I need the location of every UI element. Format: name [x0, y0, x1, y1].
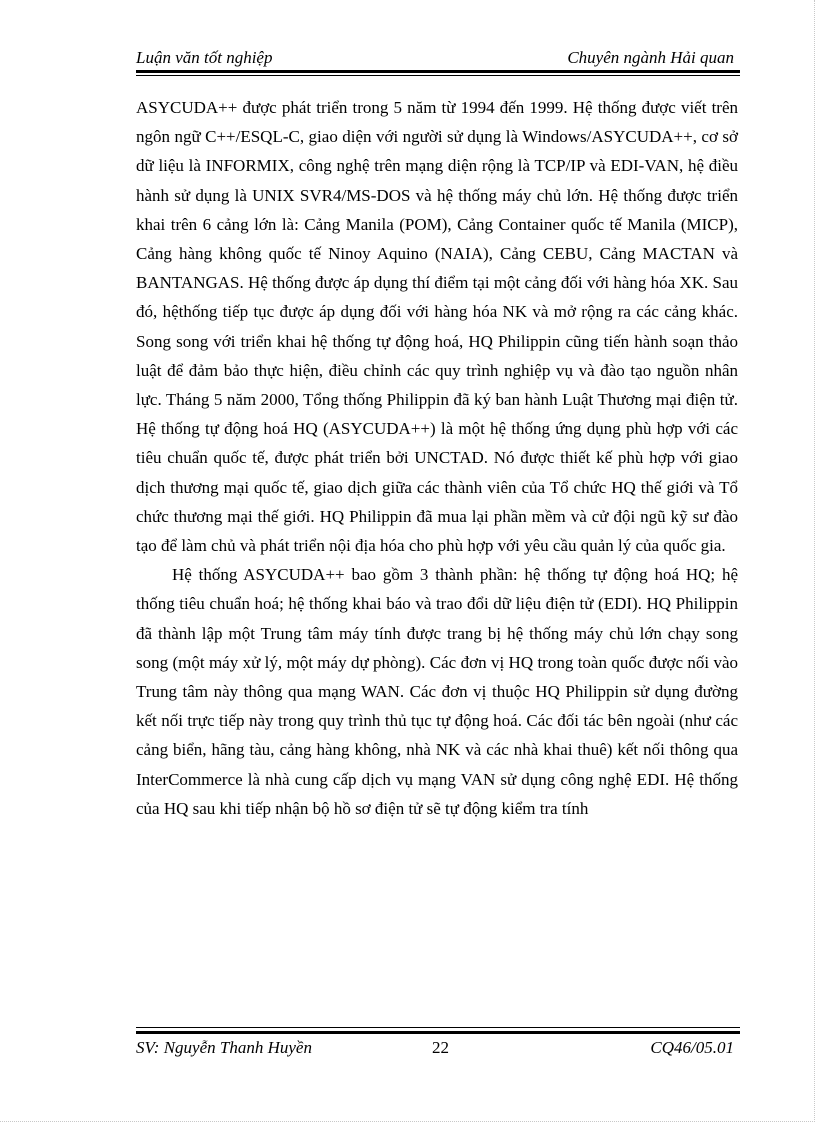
header-thesis-title: Luận văn tốt nghiệp: [136, 48, 273, 67]
paragraph: ASYCUDA++ được phát triển trong 5 năm từ 1994 đến 1999. Hệ thống được viết trên ngôn ngữ C++/ESQL-C, giao diện với người sử dụng là Windows/ASYCUDA++, cơ sở dữ liệu là INFORMIX, công nghệ trên mạng diện rộng là TCP/IP và EDI-VAN, hệ điều hành sử dụng là UNIX SVR4/MS-DOS và hệ thống máy chủ lớn. Hệ thống được triển khai trên 6 cảng lớn là: Cảng Manila (POM), Cảng Container quốc tế Manila (MICP), Cảng hàng không quốc tế Ninoy Aquino (NAIA), Cảng CEBU, Cảng MACTAN và BANTANGAS. Hệ thống được áp dụng thí điểm tại một cảng đối với hàng hóa XK. Sau đó, hệthống tiếp tục được áp dụng đối với hàng hóa NK và mở rộng ra các cảng khác. Song song với triển khai hệ thống tự động hoá, HQ Philippin cũng tiến hành soạn thảo luật để đảm bảo thực hiện, điều chỉnh các quy trình nghiệp vụ và đào tạo nguồn nhân lực. Tháng 5 năm 2000, Tổng thống Philippin đã ký ban hành Luật Thương mại điện tử. Hệ thống tự động hoá HQ (ASYCUDA++) là một hệ thống ứng dụng phù hợp với các tiêu chuẩn quốc tế, được phát triển bởi UNCTAD. Nó được thiết kế phù hợp với giao dịch thương mại quốc tế, giao dịch giữa các thành viên của Tổ chức HQ thế giới và Tổ chức thương mại thế giới. HQ Philippin đã mua lại phần mềm và cử đội ngũ kỹ sư đào tạo để làm chủ và phát triển nội địa hóa cho phù hợp với yêu cầu quản lý của quốc gia.: [136, 98, 738, 556]
header-major: Chuyên ngành Hải quan: [567, 48, 734, 67]
paragraph: Hệ thống ASYCUDA++ bao gồm 3 thành phần: hệ thống tự động hoá HQ; hệ thống tiêu chuẩn hoá; hệ thống khai báo và trao đổi dữ liệu điện tử (EDI). HQ Philippin đã thành lập một Trung tâm máy tính được trang bị hệ thống máy chủ lớn chạy song song (một máy xử lý, một máy dự phòng). Các đơn vị HQ trong toàn quốc được nối vào Trung tâm này thông qua mạng WAN. Các đơn vị thuộc HQ Philippin sử dụng đường kết nối trực tiếp này trong quy trình thủ tục tự động hoá. Các đối tác bên ngoài (như các cảng biển, hãng tàu, cảng hàng không, nhà NK và các nhà khai thuê) kết nối thông qua InterCommerce là nhà cung cấp dịch vụ mạng VAN sử dụng công nghệ EDI. Hệ thống của HQ sau khi tiếp nhận bộ hồ sơ điện tử sẽ tự động kiểm tra tính: [136, 565, 738, 818]
page-footer: [136, 1038, 738, 1062]
header-rule-thick: [136, 70, 740, 73]
footer-rule-thick: [136, 1031, 740, 1034]
page-number: 22: [432, 1038, 449, 1057]
document-body: [136, 93, 738, 823]
header-rule-thin: [136, 75, 740, 76]
footer-student-name: SV: Nguyễn Thanh Huyền: [136, 1038, 312, 1057]
footer-class-code: CQ46/05.01: [650, 1038, 734, 1057]
page-header: [136, 48, 738, 70]
footer-rule-thin: [136, 1027, 740, 1028]
